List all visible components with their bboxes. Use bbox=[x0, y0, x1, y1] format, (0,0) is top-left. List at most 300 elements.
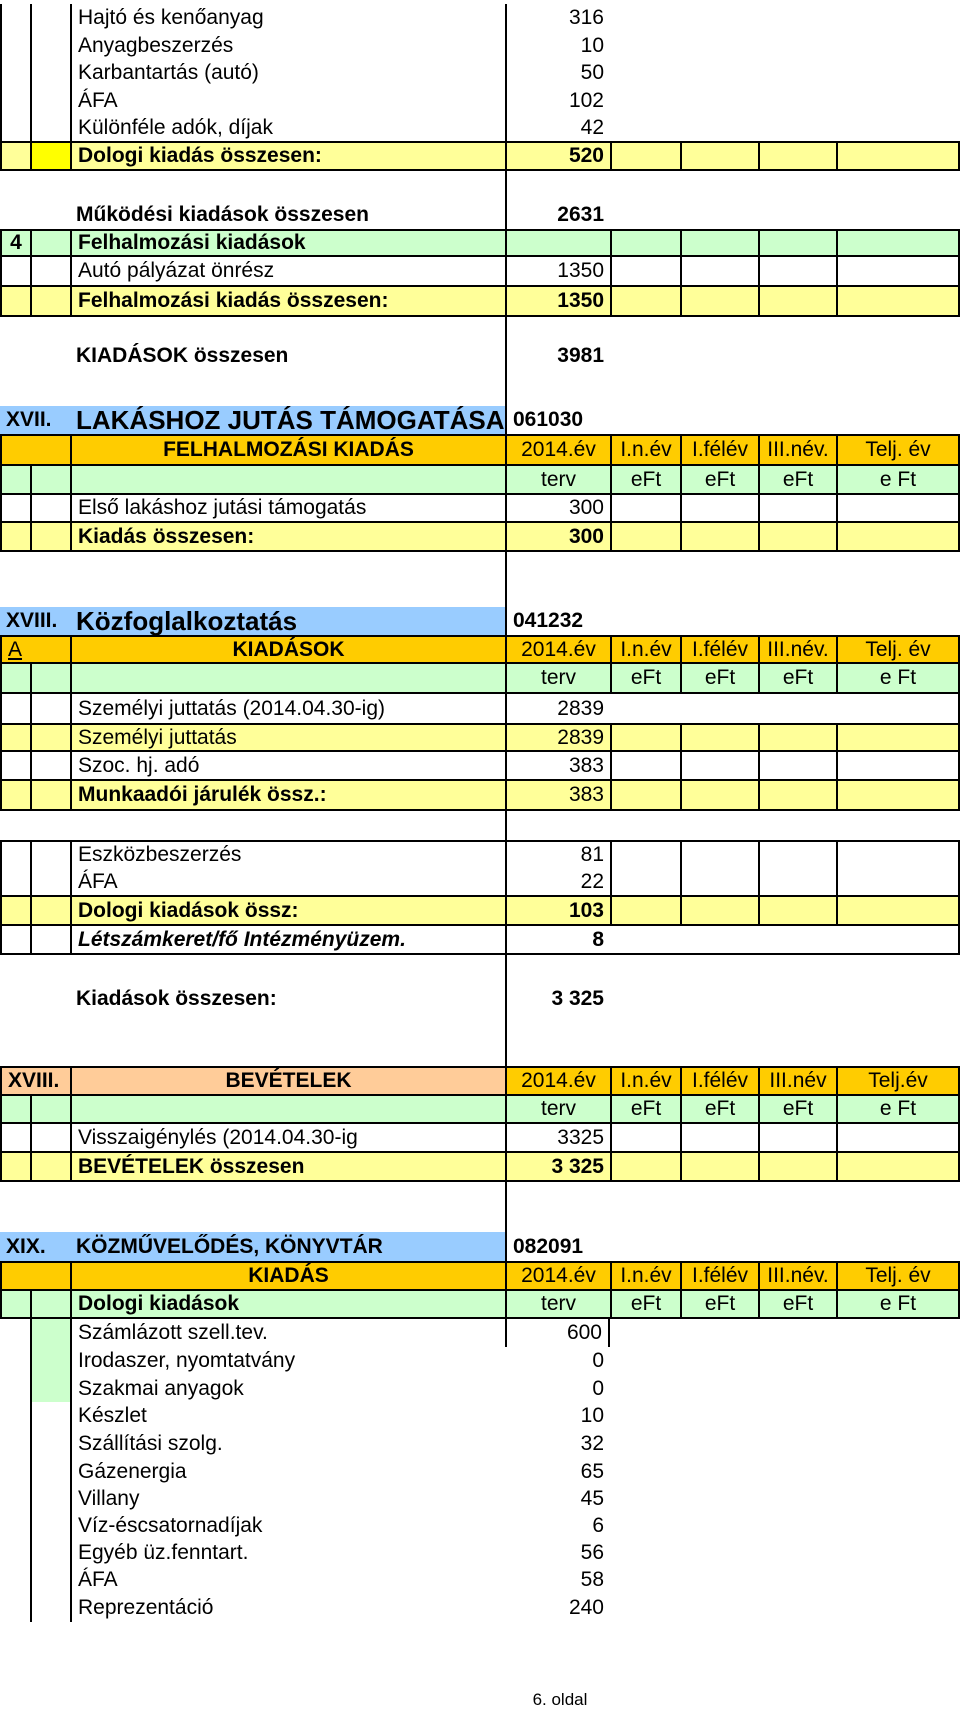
sheet-cell: Hajtó és kenőanyag bbox=[70, 4, 505, 32]
sheet-cell: 0 bbox=[592, 1376, 604, 1400]
sheet-cell: Telj. év bbox=[836, 434, 960, 466]
sheet-cell: Dologi kiadások bbox=[70, 1291, 505, 1319]
sheet-cell-empty bbox=[836, 868, 960, 897]
sheet-cell-empty bbox=[505, 171, 507, 201]
sheet-row bbox=[0, 287, 960, 317]
sheet-cell-empty bbox=[0, 257, 30, 287]
sheet-cell-empty bbox=[836, 781, 960, 811]
sheet-cell: 3 325 bbox=[505, 1153, 610, 1182]
sheet-cell: 383 bbox=[505, 752, 610, 781]
sheet-row bbox=[0, 1347, 960, 1375]
sheet-cell: 10 bbox=[580, 1404, 604, 1427]
sheet-cell: e Ft bbox=[836, 664, 960, 694]
sheet-cell-empty bbox=[836, 229, 960, 257]
sheet-cell: KIADÁSOK bbox=[70, 635, 505, 664]
sheet-cell-empty bbox=[30, 1124, 70, 1153]
sheet-cell-empty bbox=[505, 552, 507, 607]
sheet-cell: I.félév bbox=[680, 434, 758, 466]
sheet-cell-empty bbox=[70, 466, 505, 495]
sheet-row bbox=[0, 59, 960, 87]
sheet-cell: Szállítási szolg. bbox=[70, 1430, 505, 1458]
sheet-cell: ÁFA bbox=[70, 868, 505, 897]
sheet-cell-empty bbox=[610, 523, 680, 552]
sheet-cell-empty bbox=[30, 1153, 70, 1182]
sheet-cell: Különféle adók, díjak bbox=[70, 114, 505, 141]
sheet-cell-empty bbox=[0, 840, 30, 868]
sheet-cell: XVIII. bbox=[0, 1066, 70, 1096]
sheet-row bbox=[0, 466, 960, 495]
sheet-row bbox=[0, 434, 960, 466]
sheet-cell-empty bbox=[0, 4, 30, 32]
sheet-cell-empty bbox=[680, 287, 758, 317]
sheet-row bbox=[0, 1319, 960, 1347]
sheet-row bbox=[0, 781, 960, 811]
sheet-cell-empty bbox=[610, 257, 680, 287]
sheet-cell-empty bbox=[758, 523, 836, 552]
sheet-row bbox=[0, 1153, 960, 1182]
sheet-cell: 81 bbox=[505, 840, 610, 868]
sheet-cell-empty bbox=[680, 897, 758, 926]
sheet-row bbox=[0, 171, 960, 201]
sheet-cell-empty bbox=[0, 287, 30, 317]
sheet-cell-empty bbox=[680, 1124, 758, 1153]
sheet-cell: 300 bbox=[505, 495, 610, 523]
sheet-cell: KIADÁS bbox=[70, 1261, 505, 1291]
sheet-cell: e Ft bbox=[836, 1291, 960, 1319]
sheet-cell-empty bbox=[758, 868, 836, 897]
sheet-cell-empty bbox=[0, 1096, 30, 1124]
sheet-row bbox=[0, 840, 960, 868]
sheet-row bbox=[0, 141, 960, 171]
sheet-cell: I.n.év bbox=[610, 1066, 680, 1096]
sheet-cell: I.n.év bbox=[610, 635, 680, 664]
sheet-cell-empty bbox=[30, 1485, 70, 1512]
sheet-cell: eFt bbox=[680, 664, 758, 694]
sheet-cell-empty bbox=[0, 781, 30, 811]
sheet-cell-empty bbox=[0, 141, 30, 171]
sheet-cell: 65 bbox=[580, 1459, 604, 1483]
sheet-cell-empty bbox=[610, 694, 960, 723]
sheet-cell: Szakmai anyagok bbox=[70, 1375, 505, 1402]
sheet-cell-empty bbox=[0, 664, 30, 694]
sheet-cell-empty bbox=[836, 257, 960, 287]
sheet-cell-empty bbox=[30, 1430, 70, 1458]
sheet-cell-empty bbox=[0, 868, 30, 897]
sheet-cell-empty bbox=[30, 926, 70, 955]
sheet-cell: III.név. bbox=[758, 434, 836, 466]
sheet-row bbox=[0, 406, 960, 434]
sheet-cell-empty bbox=[836, 141, 960, 171]
sheet-cell-empty bbox=[758, 229, 836, 257]
sheet-cell: 2014.év bbox=[505, 635, 610, 664]
sheet-cell-empty bbox=[30, 4, 70, 32]
sheet-cell-empty bbox=[505, 229, 610, 257]
sheet-cell: 42 bbox=[505, 114, 610, 141]
sheet-row bbox=[0, 1458, 960, 1485]
sheet-cell-empty bbox=[30, 32, 70, 59]
sheet-cell: eFt bbox=[758, 1096, 836, 1124]
sheet-row bbox=[0, 1539, 960, 1566]
sheet-cell-empty bbox=[30, 495, 70, 523]
sheet-cell: Szoc. hj. adó bbox=[70, 752, 505, 781]
sheet-cell-empty bbox=[610, 1124, 680, 1153]
sheet-cell-empty bbox=[0, 1261, 70, 1291]
sheet-cell-empty bbox=[30, 229, 70, 257]
sheet-cell: Első lakáshoz jutási támogatás bbox=[70, 495, 505, 523]
sheet-cell: 10 bbox=[505, 32, 610, 59]
sheet-row bbox=[0, 257, 960, 287]
sheet-cell: 600 bbox=[505, 1319, 610, 1347]
sheet-cell: 3981 bbox=[505, 339, 610, 372]
sheet-row bbox=[0, 1485, 960, 1512]
sheet-row bbox=[0, 1566, 960, 1594]
sheet-cell-empty bbox=[30, 1512, 70, 1539]
sheet-cell-empty bbox=[30, 87, 70, 114]
sheet-row bbox=[0, 1402, 960, 1430]
sheet-cell-empty bbox=[30, 723, 70, 752]
sheet-row bbox=[0, 694, 960, 723]
sheet-cell-empty bbox=[505, 1014, 507, 1066]
sheet-cell-empty bbox=[30, 840, 70, 868]
sheet-cell-empty bbox=[30, 1458, 70, 1485]
sheet-cell: Működési kiadások összesen bbox=[76, 203, 369, 226]
sheet-cell: Közfoglalkoztatás bbox=[70, 607, 505, 635]
sheet-row bbox=[0, 32, 960, 59]
sheet-cell: Kiadás összesen: bbox=[70, 523, 505, 552]
sheet-cell: e Ft bbox=[836, 1096, 960, 1124]
sheet-row bbox=[0, 723, 960, 752]
sheet-row bbox=[0, 1291, 960, 1319]
sheet-cell: Számlázott szell.tev. bbox=[70, 1319, 505, 1347]
sheet-cell: eFt bbox=[610, 664, 680, 694]
sheet-cell: Telj.év bbox=[836, 1066, 960, 1096]
sheet-cell: XIX. bbox=[0, 1232, 70, 1261]
sheet-row bbox=[0, 552, 960, 607]
sheet-cell-empty bbox=[836, 287, 960, 317]
sheet-cell: Telj. év bbox=[836, 635, 960, 664]
sheet-cell-empty bbox=[30, 897, 70, 926]
sheet-cell: FELHALMOZÁSI KIADÁS bbox=[70, 434, 505, 466]
sheet-row bbox=[0, 984, 960, 1014]
sheet-cell-empty bbox=[0, 694, 30, 723]
sheet-cell-empty bbox=[836, 523, 960, 552]
sheet-cell: eFt bbox=[680, 1096, 758, 1124]
sheet-cell: 58 bbox=[580, 1568, 604, 1591]
sheet-cell-empty bbox=[680, 257, 758, 287]
sheet-cell-empty bbox=[30, 694, 70, 723]
sheet-cell-empty bbox=[610, 897, 680, 926]
sheet-row bbox=[0, 752, 960, 781]
sheet-cell: Visszaigénylés (2014.04.30-ig bbox=[70, 1124, 505, 1153]
sheet-cell-empty bbox=[0, 752, 30, 781]
sheet-cell: I.félév bbox=[680, 1066, 758, 1096]
sheet-cell-empty bbox=[30, 257, 70, 287]
sheet-cell: eFt bbox=[610, 466, 680, 495]
sheet-cell-empty bbox=[30, 1539, 70, 1566]
sheet-cell: KIADÁSOK összesen bbox=[76, 343, 289, 367]
sheet-cell-empty bbox=[0, 523, 30, 552]
sheet-row bbox=[0, 664, 960, 694]
sheet-cell: 1350 bbox=[505, 257, 610, 287]
sheet-cell: I.n.év bbox=[610, 434, 680, 466]
sheet-cell-empty bbox=[30, 1594, 70, 1622]
sheet-cell: 8 bbox=[505, 926, 610, 955]
sheet-cell: Eszközbeszerzés bbox=[70, 840, 505, 868]
sheet-cell-empty bbox=[505, 955, 507, 984]
sheet-cell-empty bbox=[610, 781, 680, 811]
sheet-cell-empty bbox=[680, 141, 758, 171]
sheet-cell: 0 bbox=[592, 1349, 604, 1372]
sheet-cell: 103 bbox=[505, 897, 610, 926]
sheet-row bbox=[0, 811, 960, 840]
sheet-row bbox=[0, 1014, 960, 1066]
sheet-cell: eFt bbox=[610, 1291, 680, 1319]
sheet-cell: Autó pályázat önrész bbox=[70, 257, 505, 287]
sheet-cell-empty bbox=[0, 926, 30, 955]
sheet-cell-empty bbox=[680, 781, 758, 811]
sheet-cell: 1350 bbox=[505, 287, 610, 317]
sheet-cell: Irodaszer, nyomtatvány bbox=[70, 1347, 505, 1375]
sheet-cell: Villany bbox=[70, 1485, 505, 1512]
sheet-cell: XVIII. bbox=[0, 607, 70, 635]
sheet-cell: Víz-éscsatornadíjak bbox=[70, 1512, 505, 1539]
sheet-cell: 2839 bbox=[505, 694, 610, 723]
sheet-cell-empty bbox=[836, 840, 960, 868]
sheet-cell: eFt bbox=[610, 1096, 680, 1124]
sheet-cell: III.név bbox=[758, 1066, 836, 1096]
sheet-cell: Karbantartás (autó) bbox=[70, 59, 505, 87]
sheet-cell-empty bbox=[758, 1124, 836, 1153]
sheet-cell-empty bbox=[758, 257, 836, 287]
sheet-cell: 32 bbox=[580, 1432, 604, 1455]
sheet-cell: Készlet bbox=[70, 1402, 505, 1430]
sheet-cell: eFt bbox=[758, 664, 836, 694]
sheet-cell-empty bbox=[30, 1566, 70, 1594]
sheet-cell: BEVÉTELEK összesen bbox=[70, 1153, 505, 1182]
sheet-cell-empty bbox=[0, 897, 30, 926]
sheet-row bbox=[0, 607, 960, 635]
sheet-cell-empty bbox=[30, 1291, 70, 1319]
sheet-cell: Kiadások összesen: bbox=[76, 987, 277, 1010]
sheet-cell-empty bbox=[0, 723, 30, 752]
sheet-cell: 2631 bbox=[505, 201, 610, 229]
sheet-cell: Dologi kiadások össz: bbox=[70, 897, 505, 926]
sheet-cell: Személyi juttatás bbox=[70, 723, 505, 752]
sheet-cell-empty bbox=[758, 1153, 836, 1182]
page-number: 6. oldal bbox=[532, 1690, 588, 1709]
sheet-cell-empty bbox=[30, 523, 70, 552]
sheet-cell-empty bbox=[70, 1096, 505, 1124]
sheet-cell-empty bbox=[758, 897, 836, 926]
sheet-cell-empty bbox=[30, 1319, 70, 1347]
sheet-cell: 22 bbox=[505, 868, 610, 897]
sheet-cell-empty bbox=[30, 1375, 70, 1402]
sheet-cell: A bbox=[0, 635, 70, 664]
sheet-row bbox=[0, 926, 960, 955]
sheet-cell-empty bbox=[70, 664, 505, 694]
sheet-cell-empty bbox=[836, 752, 960, 781]
sheet-cell-empty bbox=[680, 495, 758, 523]
sheet-cell-empty bbox=[836, 723, 960, 752]
sheet-cell-empty bbox=[0, 32, 30, 59]
sheet-cell: III.név. bbox=[758, 1261, 836, 1291]
sheet-cell-empty bbox=[758, 723, 836, 752]
sheet-cell-empty bbox=[680, 723, 758, 752]
sheet-cell-empty bbox=[30, 664, 70, 694]
sheet-cell-empty bbox=[836, 1153, 960, 1182]
sheet-cell-empty bbox=[836, 897, 960, 926]
sheet-cell: eFt bbox=[680, 1291, 758, 1319]
sheet-row bbox=[0, 523, 960, 552]
sheet-row bbox=[0, 1594, 960, 1622]
sheet-cell: 041232 bbox=[505, 607, 610, 635]
sheet-cell: 061030 bbox=[505, 406, 610, 434]
sheet-cell-empty bbox=[30, 466, 70, 495]
sheet-cell-empty bbox=[610, 229, 680, 257]
sheet-cell-empty bbox=[0, 114, 30, 141]
sheet-cell: terv bbox=[505, 1096, 610, 1124]
sheet-cell: 50 bbox=[505, 59, 610, 87]
sheet-cell-empty bbox=[0, 1124, 30, 1153]
sheet-cell: BEVÉTELEK bbox=[70, 1066, 505, 1096]
sheet-row bbox=[0, 339, 960, 372]
sheet-cell: eFt bbox=[758, 466, 836, 495]
sheet-cell: Személyi juttatás (2014.04.30-ig) bbox=[70, 694, 505, 723]
sheet-cell-empty bbox=[758, 495, 836, 523]
sheet-row bbox=[0, 868, 960, 897]
sheet-cell-empty bbox=[30, 1096, 70, 1124]
sheet-cell-empty bbox=[610, 1153, 680, 1182]
sheet-cell: eFt bbox=[680, 466, 758, 495]
sheet-cell-empty bbox=[610, 926, 960, 955]
sheet-cell: Dologi kiadás összesen: bbox=[70, 141, 505, 171]
sheet-cell: Telj. év bbox=[836, 1261, 960, 1291]
sheet-cell: LAKÁSHOZ JUTÁS TÁMOGATÁSA bbox=[70, 406, 505, 434]
sheet-row bbox=[0, 1232, 960, 1261]
sheet-cell-empty bbox=[30, 59, 70, 87]
sheet-cell: Anyagbeszerzés bbox=[70, 32, 505, 59]
sheet-row bbox=[0, 4, 960, 32]
sheet-cell: 383 bbox=[505, 781, 610, 811]
sheet-cell-empty bbox=[0, 87, 30, 114]
sheet-cell: XVII. bbox=[0, 406, 70, 434]
sheet-row bbox=[0, 201, 960, 229]
sheet-cell-empty bbox=[610, 752, 680, 781]
sheet-cell-empty bbox=[836, 1124, 960, 1153]
sheet-cell-empty bbox=[30, 287, 70, 317]
sheet-cell: KÖZMŰVELŐDÉS, KÖNYVTÁR bbox=[70, 1232, 505, 1261]
sheet-cell: terv bbox=[505, 664, 610, 694]
sheet-cell: Gázenergia bbox=[70, 1458, 505, 1485]
sheet-cell-empty bbox=[0, 466, 30, 495]
sheet-cell-empty bbox=[0, 59, 30, 87]
sheet-cell-empty bbox=[680, 229, 758, 257]
sheet-cell-empty bbox=[680, 752, 758, 781]
sheet-cell-empty bbox=[30, 868, 70, 897]
sheet-cell-empty bbox=[505, 317, 507, 339]
sheet-cell: Egyéb üz.fenntart. bbox=[70, 1539, 505, 1566]
sheet-cell-empty bbox=[30, 752, 70, 781]
sheet-cell-empty bbox=[505, 811, 507, 840]
sheet-cell: 3325 bbox=[505, 1124, 610, 1153]
sheet-cell: 2014.év bbox=[505, 1261, 610, 1291]
sheet-cell-empty bbox=[0, 1153, 30, 1182]
sheet-cell-empty bbox=[610, 868, 680, 897]
sheet-cell: III.név. bbox=[758, 635, 836, 664]
sheet-cell-empty bbox=[758, 840, 836, 868]
sheet-cell: I.n.év bbox=[610, 1261, 680, 1291]
sheet-cell: Munkaadói járulék össz.: bbox=[70, 781, 505, 811]
sheet-cell: ÁFA bbox=[70, 87, 505, 114]
sheet-cell: 2839 bbox=[505, 723, 610, 752]
sheet-row bbox=[0, 1375, 960, 1402]
sheet-cell: e Ft bbox=[836, 466, 960, 495]
sheet-cell-empty bbox=[610, 840, 680, 868]
sheet-cell: eFt bbox=[758, 1291, 836, 1319]
sheet-cell-empty bbox=[758, 287, 836, 317]
sheet-row bbox=[0, 1066, 960, 1096]
sheet-cell-empty bbox=[610, 141, 680, 171]
sheet-cell: 240 bbox=[568, 1596, 604, 1619]
sheet-cell: 3 325 bbox=[505, 984, 610, 1014]
sheet-cell-empty bbox=[30, 141, 70, 171]
sheet-cell-empty bbox=[0, 495, 30, 523]
sheet-cell: 56 bbox=[580, 1540, 604, 1564]
sheet-cell: 300 bbox=[505, 523, 610, 552]
sheet-cell: Felhalmozási kiadás összesen: bbox=[70, 287, 505, 317]
sheet-cell-empty bbox=[836, 495, 960, 523]
sheet-cell-empty bbox=[610, 495, 680, 523]
sheet-cell-empty bbox=[680, 840, 758, 868]
sheet-row bbox=[0, 317, 960, 339]
sheet-row bbox=[0, 229, 960, 257]
sheet-cell: 316 bbox=[505, 4, 610, 32]
sheet-cell-empty bbox=[0, 434, 70, 466]
sheet-cell-empty bbox=[758, 752, 836, 781]
sheet-cell-empty bbox=[680, 868, 758, 897]
sheet-cell: Reprezentáció bbox=[70, 1594, 505, 1622]
sheet-cell: ÁFA bbox=[70, 1566, 505, 1594]
sheet-row bbox=[0, 1512, 960, 1539]
sheet-cell: terv bbox=[505, 1291, 610, 1319]
sheet-cell: I.félév bbox=[680, 635, 758, 664]
sheet-cell-empty bbox=[758, 141, 836, 171]
sheet-cell: 4 bbox=[0, 229, 30, 257]
sheet-cell: 2014.év bbox=[505, 434, 610, 466]
sheet-cell-empty bbox=[758, 781, 836, 811]
sheet-cell-empty bbox=[30, 781, 70, 811]
sheet-cell: Létszámkeret/fő Intézményüzem. bbox=[70, 926, 505, 955]
sheet-cell-empty bbox=[30, 1402, 70, 1430]
sheet-row bbox=[0, 495, 960, 523]
sheet-cell-empty bbox=[680, 1153, 758, 1182]
sheet-cell-empty bbox=[0, 1291, 30, 1319]
sheet-cell: 2014.év bbox=[505, 1066, 610, 1096]
sheet-cell-empty bbox=[505, 1182, 507, 1232]
sheet-cell: 45 bbox=[580, 1486, 604, 1510]
sheet-row bbox=[0, 87, 960, 114]
sheet-cell: 6 bbox=[592, 1513, 604, 1537]
sheet-cell-empty bbox=[505, 372, 507, 406]
sheet-cell-empty bbox=[30, 1347, 70, 1375]
sheet-cell: 082091 bbox=[505, 1232, 610, 1261]
sheet-row bbox=[0, 1261, 960, 1291]
sheet-row bbox=[0, 1430, 960, 1458]
sheet-cell: I.félév bbox=[680, 1261, 758, 1291]
sheet-row bbox=[0, 897, 960, 926]
sheet-row bbox=[0, 372, 960, 406]
sheet-cell: terv bbox=[505, 466, 610, 495]
